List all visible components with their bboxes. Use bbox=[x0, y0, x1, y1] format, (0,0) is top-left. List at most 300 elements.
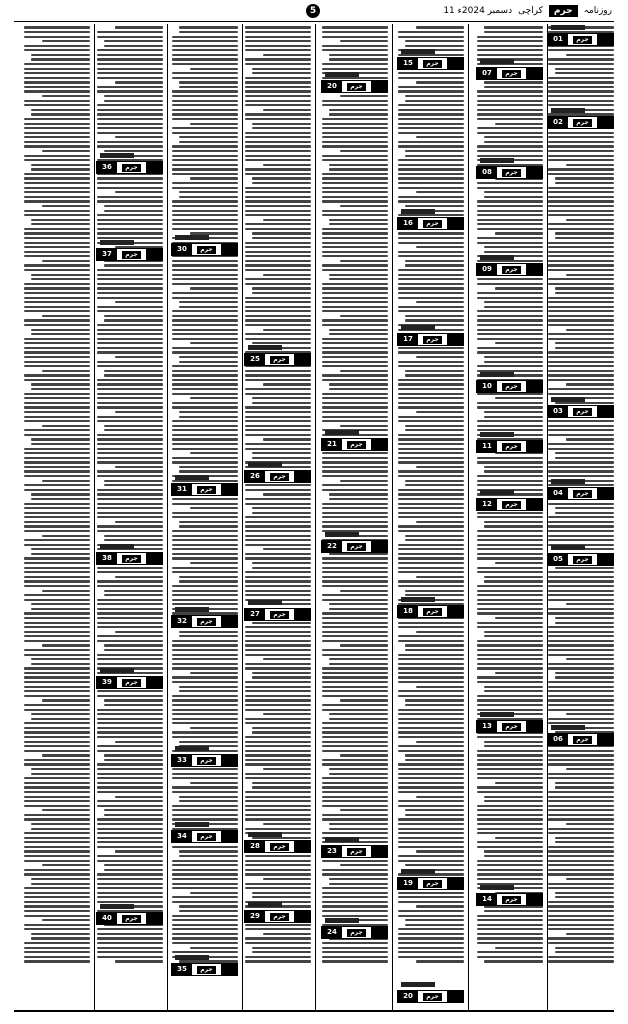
text-line bbox=[548, 351, 614, 353]
text-line bbox=[477, 118, 543, 120]
text-line bbox=[548, 223, 614, 225]
notice-label: جرم bbox=[418, 60, 447, 68]
text-line bbox=[245, 553, 311, 555]
text-line bbox=[477, 571, 543, 573]
text-line bbox=[495, 562, 543, 564]
text-line bbox=[172, 777, 238, 779]
text-line bbox=[398, 910, 464, 912]
text-line bbox=[322, 127, 388, 129]
text-line bbox=[245, 883, 311, 885]
text-line bbox=[398, 434, 464, 436]
text-line bbox=[477, 155, 543, 157]
text-line bbox=[398, 786, 464, 788]
text-line bbox=[329, 223, 388, 225]
notice-label: جرم bbox=[497, 169, 526, 177]
text-line bbox=[548, 310, 614, 312]
text-line bbox=[97, 516, 163, 518]
text-line bbox=[179, 741, 238, 743]
text-line bbox=[398, 663, 464, 665]
text-line bbox=[322, 750, 388, 752]
text-line bbox=[548, 937, 614, 939]
text-line bbox=[245, 937, 311, 939]
text-line bbox=[172, 448, 238, 450]
text-line bbox=[548, 356, 614, 358]
notice-label: جرم bbox=[192, 833, 221, 841]
notice-number: 02 bbox=[548, 117, 568, 128]
text-line bbox=[548, 370, 614, 372]
text-line bbox=[190, 68, 238, 70]
text-line bbox=[245, 95, 311, 97]
text-line bbox=[97, 182, 163, 184]
text-line bbox=[97, 690, 163, 692]
text-line bbox=[24, 727, 90, 729]
text-line bbox=[398, 297, 464, 299]
text-line bbox=[245, 264, 311, 266]
text-line bbox=[548, 704, 614, 706]
text-line bbox=[179, 466, 238, 468]
text-line bbox=[172, 644, 238, 646]
text-line bbox=[245, 416, 311, 418]
text-line bbox=[477, 809, 543, 811]
text-line bbox=[172, 228, 238, 230]
text-line bbox=[104, 814, 163, 816]
notice-signature bbox=[248, 345, 282, 350]
text-line bbox=[484, 910, 543, 912]
text-line bbox=[172, 297, 238, 299]
text-line bbox=[24, 612, 90, 614]
text-line bbox=[477, 805, 543, 807]
text-line bbox=[548, 86, 614, 88]
text-line bbox=[398, 773, 464, 775]
notice-logo-icon bbox=[221, 484, 237, 495]
text-line bbox=[329, 274, 388, 276]
text-line bbox=[398, 731, 464, 733]
text-line bbox=[398, 347, 464, 349]
text-line bbox=[405, 644, 464, 646]
header-rule bbox=[14, 21, 614, 22]
text-line bbox=[31, 54, 90, 56]
text-line bbox=[398, 676, 464, 678]
notice-label: جرم bbox=[117, 164, 146, 172]
text-line bbox=[566, 383, 614, 385]
text-line bbox=[115, 521, 163, 523]
text-line bbox=[477, 626, 543, 628]
text-line bbox=[245, 759, 311, 761]
notice-signature bbox=[175, 475, 209, 480]
text-line bbox=[555, 786, 614, 788]
text-line bbox=[24, 242, 90, 244]
text-line bbox=[31, 329, 90, 331]
text-line bbox=[245, 113, 311, 115]
text-line bbox=[263, 548, 311, 550]
text-line bbox=[398, 196, 464, 198]
text-line bbox=[548, 338, 614, 340]
text-line bbox=[252, 68, 311, 70]
text-line bbox=[398, 31, 464, 33]
text-line bbox=[97, 585, 163, 587]
text-line bbox=[252, 182, 311, 184]
text-line bbox=[416, 411, 464, 413]
text-line bbox=[322, 484, 388, 486]
text-line bbox=[179, 521, 238, 523]
text-line bbox=[398, 123, 464, 125]
text-line bbox=[398, 837, 464, 839]
text-line bbox=[24, 187, 90, 189]
text-line bbox=[555, 622, 614, 624]
notice-header bbox=[321, 540, 388, 553]
text-line bbox=[24, 777, 90, 779]
text-line bbox=[245, 814, 311, 816]
notice-header bbox=[476, 893, 543, 906]
text-line bbox=[477, 324, 543, 326]
notice-number: 40 bbox=[97, 913, 117, 924]
text-line bbox=[172, 40, 238, 42]
text-line bbox=[398, 626, 464, 628]
notice-label: جرم bbox=[418, 608, 447, 616]
text-line bbox=[252, 507, 311, 509]
text-line bbox=[42, 370, 90, 372]
text-line bbox=[322, 470, 388, 472]
text-line bbox=[97, 379, 163, 381]
text-line bbox=[24, 68, 90, 70]
text-line bbox=[495, 397, 543, 399]
text-line bbox=[24, 118, 90, 120]
text-line bbox=[252, 452, 311, 454]
text-line bbox=[548, 667, 614, 669]
text-line bbox=[172, 640, 238, 642]
text-line bbox=[24, 420, 90, 422]
notice-label: جرم bbox=[117, 679, 146, 687]
text-line bbox=[322, 374, 388, 376]
text-line bbox=[24, 457, 90, 459]
text-line bbox=[329, 883, 388, 885]
text-line bbox=[24, 347, 90, 349]
text-line bbox=[477, 242, 543, 244]
text-line bbox=[172, 571, 238, 573]
text-line bbox=[172, 535, 238, 537]
text-line bbox=[172, 864, 238, 866]
column-4 bbox=[319, 24, 390, 1010]
text-line bbox=[104, 644, 163, 646]
text-line bbox=[548, 168, 614, 170]
text-line bbox=[340, 260, 388, 262]
notice-logo-icon bbox=[526, 68, 542, 79]
text-line bbox=[477, 956, 543, 958]
text-line bbox=[24, 255, 90, 257]
text-line bbox=[548, 571, 614, 573]
notice-signature bbox=[480, 885, 514, 890]
notice-header bbox=[547, 405, 614, 418]
text-line bbox=[398, 571, 464, 573]
text-line bbox=[477, 933, 543, 935]
text-line bbox=[97, 846, 163, 848]
text-line bbox=[172, 860, 238, 862]
notice-label: جرم bbox=[265, 356, 294, 364]
text-line bbox=[398, 713, 464, 715]
text-line bbox=[548, 846, 614, 848]
text-line bbox=[97, 530, 163, 532]
text-line bbox=[484, 31, 543, 33]
text-line bbox=[172, 329, 238, 331]
text-line bbox=[340, 425, 388, 427]
text-line bbox=[97, 342, 163, 344]
text-line bbox=[398, 525, 464, 527]
notice-header bbox=[244, 840, 311, 853]
text-line bbox=[477, 603, 543, 605]
text-line bbox=[172, 388, 238, 390]
text-line bbox=[97, 438, 163, 440]
text-line bbox=[548, 924, 614, 926]
text-line bbox=[398, 118, 464, 120]
notice-signature bbox=[480, 490, 514, 495]
text-line bbox=[329, 773, 388, 775]
text-line bbox=[190, 562, 238, 564]
text-line bbox=[172, 333, 238, 335]
text-line bbox=[245, 246, 311, 248]
text-line bbox=[548, 956, 614, 958]
text-line bbox=[24, 416, 90, 418]
text-line bbox=[548, 475, 614, 477]
text-line bbox=[24, 173, 90, 175]
text-line bbox=[252, 786, 311, 788]
text-line bbox=[477, 329, 543, 331]
text-line bbox=[97, 187, 163, 189]
text-line bbox=[24, 640, 90, 642]
text-line bbox=[329, 109, 388, 111]
text-line bbox=[42, 425, 90, 427]
text-line bbox=[398, 251, 464, 253]
text-line bbox=[245, 214, 311, 216]
text-line bbox=[245, 242, 311, 244]
text-line bbox=[398, 667, 464, 669]
text-line bbox=[24, 567, 90, 569]
text-line bbox=[172, 420, 238, 422]
text-line bbox=[24, 782, 90, 784]
text-line bbox=[24, 475, 90, 477]
text-line bbox=[477, 658, 543, 660]
text-line bbox=[115, 411, 163, 413]
text-line bbox=[322, 31, 388, 33]
text-line bbox=[245, 667, 311, 669]
text-line bbox=[322, 887, 388, 889]
text-line bbox=[477, 663, 543, 665]
text-line bbox=[172, 187, 238, 189]
text-line bbox=[24, 654, 90, 656]
notice-number: 14 bbox=[477, 894, 497, 905]
text-line bbox=[548, 759, 614, 761]
text-line bbox=[245, 315, 311, 317]
text-line bbox=[31, 553, 90, 555]
text-line bbox=[484, 81, 543, 83]
text-line bbox=[97, 489, 163, 491]
text-line bbox=[172, 590, 238, 592]
text-line bbox=[31, 168, 90, 170]
text-line bbox=[24, 177, 90, 179]
text-line bbox=[172, 95, 238, 97]
text-line bbox=[97, 731, 163, 733]
notice-header bbox=[476, 440, 543, 453]
text-line bbox=[31, 274, 90, 276]
text-line bbox=[24, 310, 90, 312]
text-line bbox=[24, 635, 90, 637]
text-line bbox=[405, 374, 464, 376]
text-line bbox=[172, 567, 238, 569]
text-line bbox=[97, 132, 163, 134]
text-line bbox=[477, 36, 543, 38]
text-line bbox=[24, 791, 90, 793]
text-line bbox=[24, 947, 90, 949]
text-line bbox=[398, 475, 464, 477]
text-line bbox=[245, 704, 311, 706]
text-line bbox=[252, 127, 311, 129]
text-line bbox=[97, 214, 163, 216]
notice-signature bbox=[551, 725, 585, 730]
notice-logo-icon bbox=[526, 167, 542, 178]
text-line bbox=[24, 503, 90, 505]
text-line bbox=[477, 695, 543, 697]
text-line bbox=[548, 324, 614, 326]
text-line bbox=[398, 461, 464, 463]
text-line bbox=[172, 109, 238, 111]
text-line bbox=[172, 315, 238, 317]
text-line bbox=[245, 873, 311, 875]
notice-label: جرم bbox=[117, 915, 146, 923]
text-line bbox=[548, 800, 614, 802]
text-line bbox=[548, 228, 614, 230]
text-line bbox=[555, 457, 614, 459]
notice-logo-icon bbox=[447, 58, 463, 69]
text-line bbox=[322, 452, 388, 454]
text-line bbox=[172, 951, 238, 953]
text-line bbox=[477, 608, 543, 610]
text-line bbox=[398, 818, 464, 820]
text-line bbox=[172, 516, 238, 518]
text-line bbox=[398, 722, 464, 724]
column-8 bbox=[21, 24, 92, 1010]
text-line bbox=[104, 539, 163, 541]
text-line bbox=[322, 814, 388, 816]
text-line bbox=[322, 264, 388, 266]
text-line bbox=[322, 118, 388, 120]
column-separator bbox=[547, 24, 548, 1010]
text-line bbox=[398, 512, 464, 514]
text-line bbox=[477, 786, 543, 788]
text-line bbox=[477, 681, 543, 683]
text-line bbox=[179, 191, 238, 193]
text-line bbox=[548, 136, 614, 138]
notice-label: جرم bbox=[265, 611, 294, 619]
text-line bbox=[97, 599, 163, 601]
text-line bbox=[24, 544, 90, 546]
text-line bbox=[405, 754, 464, 756]
text-line bbox=[484, 411, 543, 413]
text-line bbox=[398, 727, 464, 729]
text-line bbox=[42, 260, 90, 262]
text-line bbox=[477, 113, 543, 115]
text-line bbox=[97, 883, 163, 885]
text-line bbox=[477, 145, 543, 147]
notice-header bbox=[96, 552, 163, 565]
text-line bbox=[24, 297, 90, 299]
text-line bbox=[24, 351, 90, 353]
column-separator bbox=[94, 24, 95, 1010]
text-line bbox=[322, 246, 388, 248]
text-line bbox=[252, 731, 311, 733]
notice-logo-icon bbox=[371, 439, 387, 450]
text-line bbox=[31, 933, 90, 935]
text-line bbox=[97, 228, 163, 230]
text-line bbox=[329, 603, 388, 605]
text-line bbox=[405, 264, 464, 266]
text-line bbox=[252, 457, 311, 459]
text-line bbox=[477, 530, 543, 532]
text-line bbox=[398, 443, 464, 445]
text-line bbox=[24, 214, 90, 216]
text-line bbox=[172, 846, 238, 848]
text-line bbox=[172, 773, 238, 775]
text-line bbox=[24, 796, 90, 798]
notice-signature bbox=[100, 240, 134, 245]
column-5 bbox=[242, 24, 313, 1010]
notice-logo-icon bbox=[447, 606, 463, 617]
text-line bbox=[97, 727, 163, 729]
text-line bbox=[477, 942, 543, 944]
text-line bbox=[484, 690, 543, 692]
text-line bbox=[172, 100, 238, 102]
text-line bbox=[477, 832, 543, 834]
text-line bbox=[398, 493, 464, 495]
text-line bbox=[172, 887, 238, 889]
text-line bbox=[24, 470, 90, 472]
text-line bbox=[398, 200, 464, 202]
text-line bbox=[245, 45, 311, 47]
text-line bbox=[398, 585, 464, 587]
text-line bbox=[97, 420, 163, 422]
text-line bbox=[24, 855, 90, 857]
text-line bbox=[322, 631, 388, 633]
text-line bbox=[115, 191, 163, 193]
text-line bbox=[548, 814, 614, 816]
text-line bbox=[97, 663, 163, 665]
text-line bbox=[24, 887, 90, 889]
text-line bbox=[172, 173, 238, 175]
text-line bbox=[97, 635, 163, 637]
text-line bbox=[245, 223, 311, 225]
text-line bbox=[172, 676, 238, 678]
text-line bbox=[24, 695, 90, 697]
text-line bbox=[245, 709, 311, 711]
text-line bbox=[398, 562, 464, 564]
text-line bbox=[477, 319, 543, 321]
text-line bbox=[97, 828, 163, 830]
text-line bbox=[252, 72, 311, 74]
text-line bbox=[104, 40, 163, 42]
text-line bbox=[322, 503, 388, 505]
text-line bbox=[104, 45, 163, 47]
text-line bbox=[245, 777, 311, 779]
text-line bbox=[24, 402, 90, 404]
text-line bbox=[398, 420, 464, 422]
text-line bbox=[245, 63, 311, 65]
text-line bbox=[24, 901, 90, 903]
text-line bbox=[495, 782, 543, 784]
text-line bbox=[24, 924, 90, 926]
text-line bbox=[322, 507, 388, 509]
text-line bbox=[398, 516, 464, 518]
text-line bbox=[322, 896, 388, 898]
text-line bbox=[322, 690, 388, 692]
text-line bbox=[97, 90, 163, 92]
